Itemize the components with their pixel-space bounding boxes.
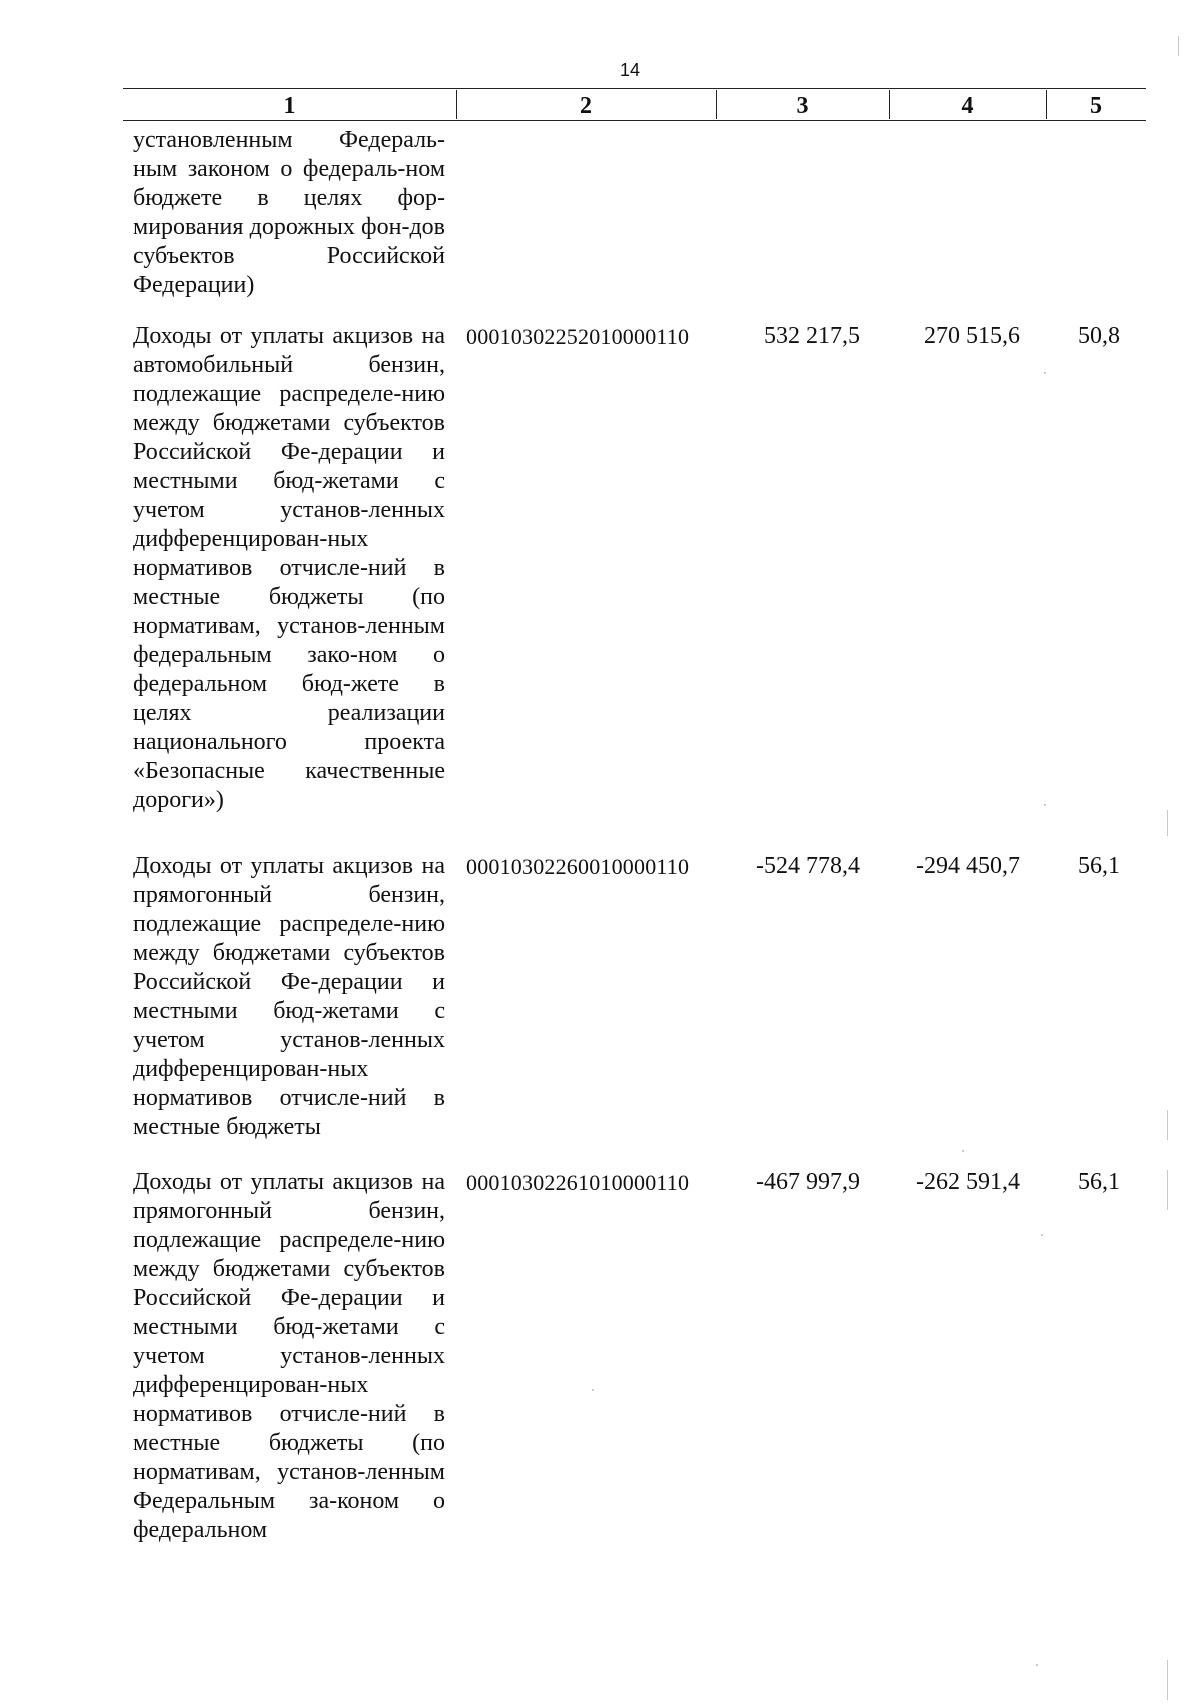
scan-speck — [962, 1150, 964, 1152]
row-code: 00010302260010000110 — [466, 854, 690, 879]
page-number: 14 — [619, 60, 641, 80]
scan-margin-mark — [1178, 36, 1179, 56]
scan-speck — [592, 1389, 594, 1391]
row-value-col4: 270 515,6 — [924, 323, 1020, 349]
table-header — [123, 88, 1146, 121]
row-code: 00010302261010000110 — [466, 1170, 690, 1195]
column-number-4: 4 — [961, 93, 974, 119]
scan-speck — [1036, 1664, 1038, 1666]
scan-speck — [1044, 804, 1046, 806]
column-number-1: 1 — [283, 93, 296, 119]
column-number-2: 2 — [580, 93, 592, 119]
row-value-col3: -524 778,4 — [756, 853, 860, 879]
row-description: установленным Федераль-ным законом о федераль-ном бюджете в целях фор-мирования дорожных фон-дов субъектов Российской Федерации) — [133, 127, 445, 298]
header-top-rule — [123, 88, 1146, 89]
row-value-col3: -467 997,9 — [756, 1169, 860, 1195]
row-value-col3: 532 217,5 — [764, 323, 860, 349]
scan-speck — [1044, 372, 1046, 374]
scan-margin-mark — [1167, 810, 1168, 836]
scan-margin-mark — [1167, 1660, 1168, 1700]
header-bottom-rule — [123, 120, 1146, 121]
column-number-5: 5 — [1090, 93, 1102, 119]
column-number-3: 3 — [796, 93, 809, 119]
scan-margin-mark — [1167, 1110, 1168, 1140]
scan-speck — [1041, 1234, 1043, 1236]
row-description: Доходы от уплаты акцизов на прямогонный бензин, подлежащие распределе-нию между бюджетами субъектов Российской Фе-дерации и местными бюд-жетами с учетом установ-ленных дифференцирован-ных нормативов отчисле-ний в местные бюджеты (по нормативам, установ-ленным Федеральным за-коном о федеральном — [133, 1169, 445, 1543]
row-value-col5: 50,8 — [1078, 323, 1120, 349]
scan-margin-mark — [1167, 1170, 1168, 1210]
row-description: Доходы от уплаты акцизов на автомобильный бензин, подлежащие распределе-нию между бюджетами субъектов Российской Фе-дерации и местными бюд-жетами с учетом установ-ленных дифференцирован-ных нормативов отчисле-ний в местные бюджеты (по нормативам, установ-ленным федеральным зако-ном о федеральном бюд-жете в целях реализации национального проекта «Безопасные качественные дороги») — [133, 323, 445, 813]
row-description: Доходы от уплаты акцизов на прямогонный бензин, подлежащие распределе-нию между бюджетами субъектов Российской Фе-дерации и местными бюд-жетами с учетом установ-ленных дифференцирован-ных нормативов отчисле-ний в местные бюджеты — [133, 853, 445, 1140]
row-code: 00010302252010000110 — [466, 324, 690, 349]
row-value-col4: -262 591,4 — [916, 1169, 1020, 1195]
row-value-col5: 56,1 — [1078, 853, 1120, 879]
row-value-col5: 56,1 — [1078, 1169, 1120, 1195]
row-value-col4: -294 450,7 — [916, 853, 1020, 879]
